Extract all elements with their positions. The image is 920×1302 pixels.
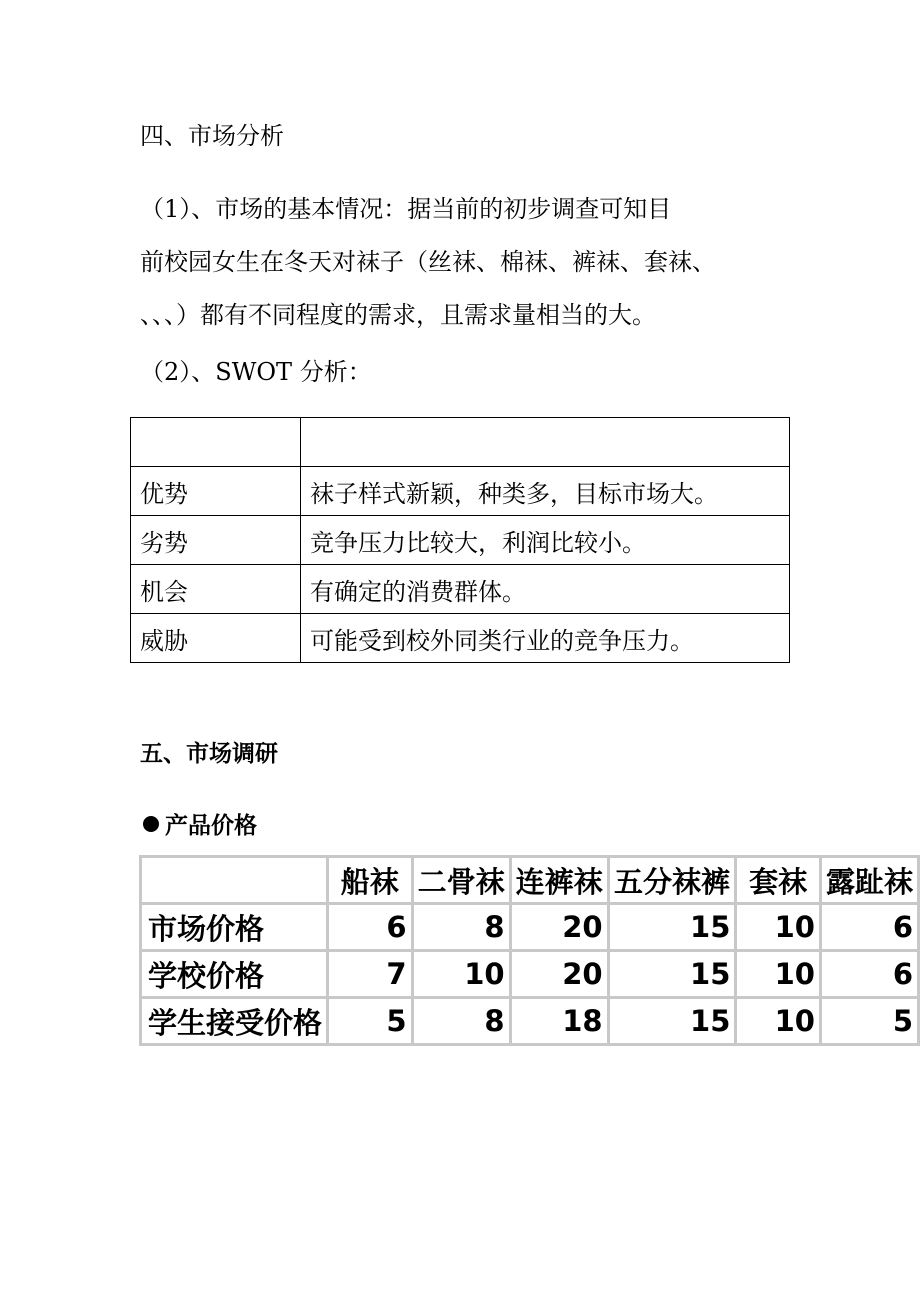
table-cell: 8 [412,998,510,1045]
table-cell: 10 [736,904,821,951]
row-label: 学校价格 [141,951,328,998]
table-cell: 6 [820,951,918,998]
price-table [139,855,920,1046]
table-header-row [141,857,919,904]
table-cell: 20 [510,951,608,998]
bullet-label: 产品价格 [165,813,257,839]
table-cell: 10 [412,951,510,998]
table-row [141,998,919,1045]
swot-intro: （2）、SWOT 分析： [140,358,372,386]
table-row [131,418,790,467]
table-cell: 5 [820,998,918,1045]
table-cell: 15 [608,998,736,1045]
swot-label: 劣势 [131,516,301,565]
swot-table [130,417,790,663]
section4-heading: 四、市场分析 [140,122,284,150]
table-row [131,565,790,614]
table-cell: 6 [820,904,918,951]
column-header: 五分袜裤 [608,857,736,904]
table-cell: 15 [608,904,736,951]
paragraph-line: 前校园女生在冬天对袜子（丝袜、棉袜、裤袜、套袜、 [140,248,716,276]
product-price-bullet [143,806,257,846]
table-corner [141,857,328,904]
table-cell: 18 [510,998,608,1045]
swot-text: 袜子样式新颖，种类多，目标市场大。 [301,467,790,516]
table-row [131,467,790,516]
table-row [131,516,790,565]
table-cell [131,418,301,467]
bullet-dot-icon [143,816,159,832]
table-cell: 10 [736,951,821,998]
swot-label: 威胁 [131,614,301,663]
swot-text: 竞争压力比较大，利润比较小。 [301,516,790,565]
table-row [141,951,919,998]
swot-label: 机会 [131,565,301,614]
table-cell: 20 [510,904,608,951]
table-cell [301,418,790,467]
table-cell: 7 [328,951,413,998]
table-cell: 8 [412,904,510,951]
column-header: 露趾袜 [820,857,918,904]
row-label: 学生接受价格 [141,998,328,1045]
market-situation-paragraph [140,183,820,342]
table-cell: 10 [736,998,821,1045]
swot-text: 可能受到校外同类行业的竞争压力。 [301,614,790,663]
table-row [131,614,790,663]
swot-label: 优势 [131,467,301,516]
column-header: 套袜 [736,857,821,904]
table-row [141,904,919,951]
table-cell: 5 [328,998,413,1045]
table-cell: 15 [608,951,736,998]
row-label: 市场价格 [141,904,328,951]
paragraph-line: 、、、）都有不同程度的需求，且需求量相当的大。 [140,301,656,329]
swot-text: 有确定的消费群体。 [301,565,790,614]
section5-heading: 五、市场调研 [140,741,278,767]
column-header: 连裤袜 [510,857,608,904]
column-header: 船袜 [328,857,413,904]
paragraph-line: （1）、市场的基本情况：据当前的初步调查可知目 [140,195,672,223]
table-cell: 6 [328,904,413,951]
column-header: 二骨袜 [412,857,510,904]
